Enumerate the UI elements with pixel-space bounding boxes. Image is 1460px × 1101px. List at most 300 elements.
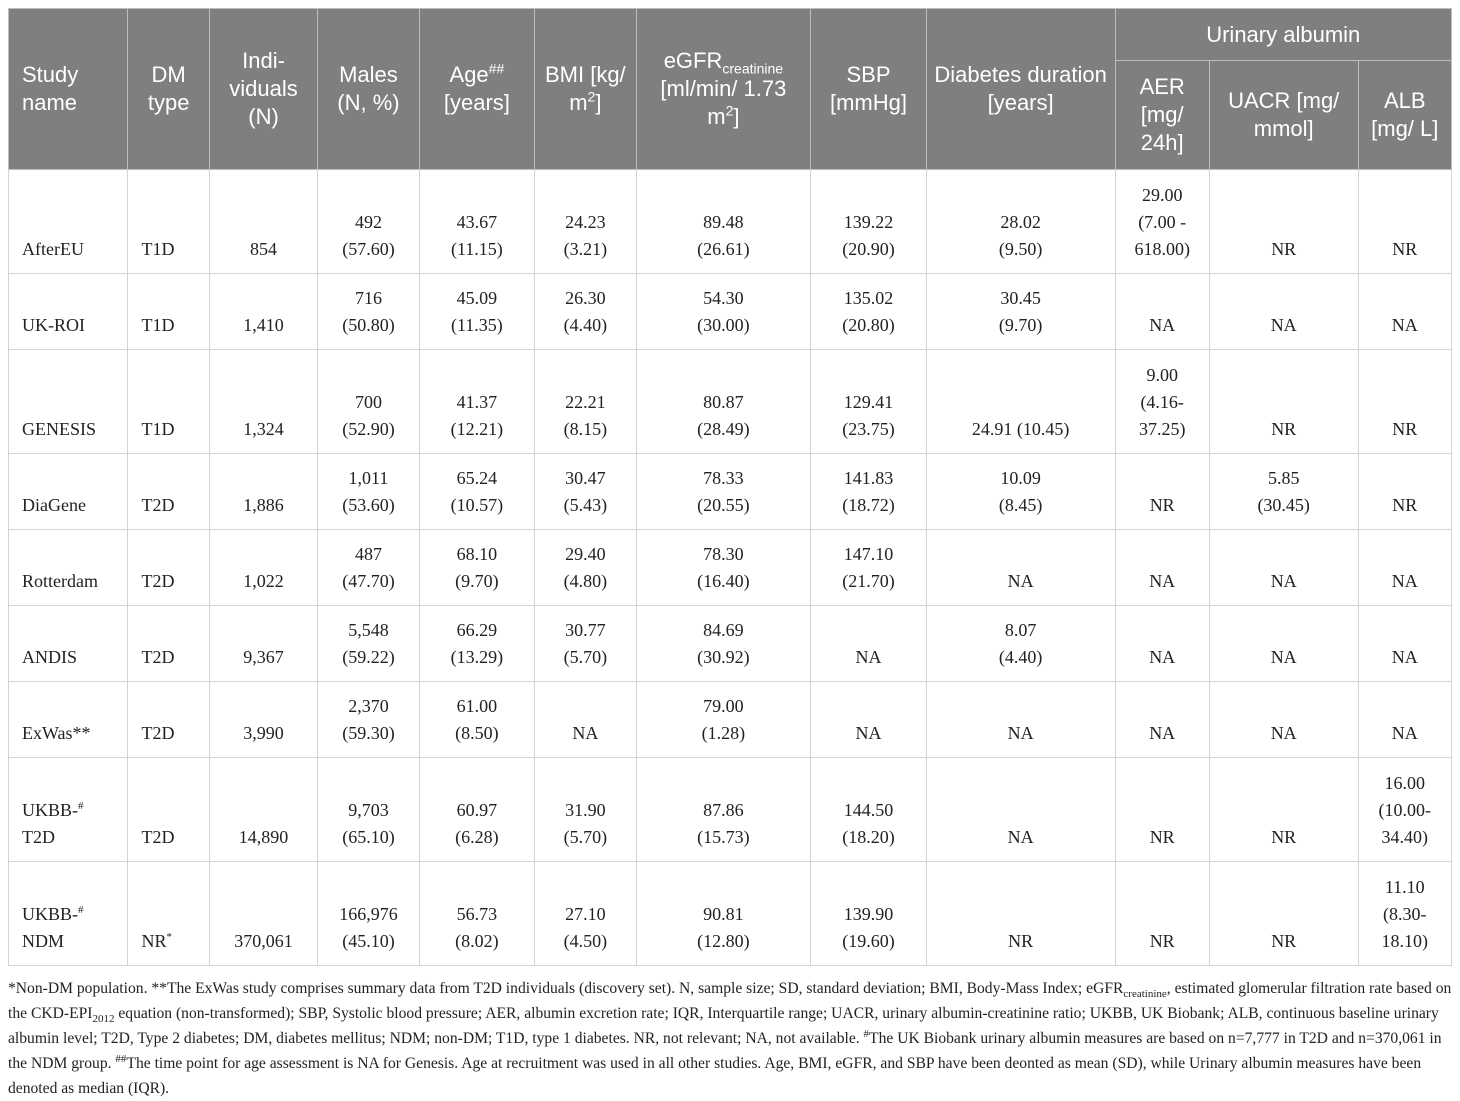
- males-line: 2,370: [348, 696, 389, 716]
- alb-cell: [1358, 454, 1452, 530]
- egfr-line: 78.33: [703, 468, 744, 488]
- males-line: 492: [354, 212, 382, 232]
- males-line: (45.10): [342, 931, 395, 951]
- age-line: 68.10: [456, 544, 498, 564]
- individuals-value: 14,890: [238, 827, 289, 847]
- sbp-line: (20.90): [842, 239, 895, 259]
- dm-type-cell: [128, 170, 209, 274]
- study-name: GENESIS: [22, 419, 97, 439]
- males-line: 700: [354, 392, 382, 412]
- header-age-label: Age: [449, 62, 489, 87]
- uacr-cell: [1209, 862, 1358, 966]
- age-line: (9.70): [455, 571, 499, 591]
- males-line: 5,548: [348, 620, 389, 640]
- study-name: Rotterdam: [22, 571, 98, 591]
- aer-line: NA: [1149, 723, 1176, 743]
- egfr-line: (15.73): [697, 827, 750, 847]
- aer-cell: [1115, 682, 1209, 758]
- bmi-line: 24.23: [565, 212, 606, 232]
- header-individuals: Indi-viduals (N): [209, 9, 317, 170]
- aer-line: NA: [1149, 647, 1176, 667]
- individuals-value: 3,990: [243, 723, 284, 743]
- age-cell: [419, 350, 534, 454]
- egfr-line: 78.30: [703, 544, 744, 564]
- age-line: (10.57): [450, 495, 504, 515]
- age-line: 61.00: [456, 696, 498, 716]
- study-name: UK-ROI: [22, 315, 85, 335]
- dm-type: T2D: [141, 827, 175, 847]
- egfr-cell: [636, 170, 811, 274]
- table-row: [9, 682, 1452, 758]
- age-cell: [419, 758, 534, 862]
- uacr-cell: [1209, 454, 1358, 530]
- bmi-cell: [535, 454, 636, 530]
- study-name-cell: [9, 274, 128, 350]
- males-line: 487: [354, 544, 382, 564]
- table-row: [9, 170, 1452, 274]
- alb-cell: [1358, 530, 1452, 606]
- egfr-cell: [636, 758, 811, 862]
- study-name-sup: #: [78, 800, 84, 812]
- bmi-line: 22.21: [565, 392, 606, 412]
- bmi-line: 31.90: [565, 800, 606, 820]
- males-line: (57.60): [342, 239, 395, 259]
- sbp-line: (18.72): [842, 495, 895, 515]
- males-cell: [318, 350, 419, 454]
- egfr-cell: [636, 454, 811, 530]
- sbp-line: (23.75): [842, 419, 895, 439]
- header-dm-type: DM type: [128, 9, 209, 170]
- dm-type: T2D: [141, 647, 175, 667]
- header-age-unit: [years]: [443, 90, 510, 115]
- dur-line: NA: [1007, 571, 1034, 591]
- individuals-cell: [209, 350, 317, 454]
- bmi-line: (4.80): [563, 571, 608, 591]
- duration-cell: [926, 274, 1115, 350]
- header-bmi-end: ]: [595, 90, 602, 115]
- bmi-line: 30.77: [565, 620, 606, 640]
- sbp-line: NA: [855, 647, 882, 667]
- alb-cell: [1358, 170, 1452, 274]
- alb-line: NR: [1392, 495, 1418, 515]
- header-bmi-sup: 2: [587, 88, 596, 105]
- bmi-cell: [535, 274, 636, 350]
- alb-line: NA: [1391, 647, 1418, 667]
- egfr-line: 79.00: [703, 696, 744, 716]
- uacr-cell: [1209, 758, 1358, 862]
- males-line: (47.70): [342, 571, 395, 591]
- individuals-cell: [209, 454, 317, 530]
- duration-cell: [926, 530, 1115, 606]
- study-name: ExWas**: [22, 723, 91, 743]
- duration-cell: [926, 606, 1115, 682]
- sbp-cell: [811, 350, 926, 454]
- age-line: 41.37: [456, 392, 498, 412]
- sbp-cell: [811, 758, 926, 862]
- egfr-line: 87.86: [703, 800, 744, 820]
- egfr-line: (1.28): [701, 723, 746, 743]
- header-egfr-sub: creatinine: [722, 60, 784, 77]
- individuals-value: 370,061: [234, 931, 293, 951]
- alb-line: NA: [1391, 571, 1418, 591]
- aer-cell: [1115, 530, 1209, 606]
- aer-line: (4.16-: [1140, 392, 1184, 412]
- aer-line: NA: [1149, 315, 1176, 335]
- egfr-line: 54.30: [703, 288, 744, 308]
- footnote-sup-3: #: [863, 1027, 870, 1040]
- study-name-cell: [9, 606, 128, 682]
- duration-cell: [926, 758, 1115, 862]
- individuals-cell: [209, 170, 317, 274]
- alb-line: NA: [1391, 723, 1418, 743]
- footnote-part-3: equation (non-transformed); SBP, Systolic blood pressure; AER, albumin excretion rate; IQR, Interquartile range; UACR, urinary albumin-creatinine ratio; UKBB, UK Biobank; ALB, continuous baseline urinary albumin level; T2D, Type 2 diabetes; DM, diabetes mellitus; NDM; non-DM; T1D, type 1 diabetes. NR, not relevant; NA, not available.: [8, 1005, 1439, 1047]
- aer-line: NR: [1149, 827, 1175, 847]
- dm-type-cell: [128, 682, 209, 758]
- age-line: (13.29): [450, 647, 504, 667]
- males-cell: [318, 758, 419, 862]
- alb-cell: [1358, 274, 1452, 350]
- age-cell: [419, 530, 534, 606]
- uacr-line: NR: [1271, 239, 1297, 259]
- study-name-cell: [9, 530, 128, 606]
- table-header: [9, 9, 1452, 170]
- uacr-cell: [1209, 530, 1358, 606]
- sbp-line: (18.20): [842, 827, 895, 847]
- bmi-cell: [535, 758, 636, 862]
- aer-line: 37.25): [1138, 419, 1186, 439]
- bmi-cell: [535, 530, 636, 606]
- sbp-line: 144.50: [843, 800, 894, 820]
- aer-cell: [1115, 606, 1209, 682]
- dm-type: T1D: [141, 419, 175, 439]
- dur-line: (9.50): [998, 239, 1043, 259]
- alb-cell: [1358, 350, 1452, 454]
- dm-type-cell: [128, 350, 209, 454]
- egfr-line: 90.81: [703, 904, 744, 924]
- bmi-line: 29.40: [565, 544, 606, 564]
- uacr-line: NR: [1271, 931, 1297, 951]
- header-egfr-label: eGFR: [663, 48, 723, 73]
- study-name: DiaGene: [22, 495, 86, 515]
- dm-type: T2D: [141, 571, 175, 591]
- aer-cell: [1115, 454, 1209, 530]
- table-row: [9, 862, 1452, 966]
- males-cell: [318, 682, 419, 758]
- age-line: (11.35): [450, 315, 503, 335]
- sbp-cell: [811, 274, 926, 350]
- footnote-sub-2: 2012: [92, 1013, 115, 1026]
- dm-type-cell: [128, 862, 209, 966]
- dm-type: T1D: [141, 239, 175, 259]
- duration-cell: [926, 862, 1115, 966]
- egfr-line: (28.49): [697, 419, 750, 439]
- age-line: 56.73: [456, 904, 498, 924]
- duration-cell: [926, 170, 1115, 274]
- table-row: [9, 454, 1452, 530]
- individuals-cell: [209, 530, 317, 606]
- uacr-line: NA: [1270, 647, 1297, 667]
- males-line: (65.10): [342, 827, 395, 847]
- egfr-line: (20.55): [697, 495, 750, 515]
- footnote-part-4: The UK Biobank urinary albumin measures are based on n=7,777 in T2D and n=370,061 in the NDM group.: [8, 1030, 1442, 1072]
- study-name-line2: NDM: [22, 931, 65, 951]
- header-bmi: [535, 9, 636, 170]
- dur-line: NA: [1007, 723, 1034, 743]
- bmi-line: (4.40): [563, 315, 608, 335]
- dm-type-cell: [128, 758, 209, 862]
- age-line: (11.15): [450, 239, 503, 259]
- duration-cell: [926, 682, 1115, 758]
- alb-line: 34.40): [1381, 827, 1428, 847]
- age-line: 60.97: [456, 800, 498, 820]
- individuals-value: 1,022: [243, 571, 284, 591]
- aer-cell: [1115, 862, 1209, 966]
- header-age-sup: ##: [488, 60, 505, 77]
- dur-line: 30.45: [1000, 288, 1041, 308]
- table-row: [9, 758, 1452, 862]
- study-name: AfterEU: [22, 239, 84, 259]
- sbp-line: (19.60): [842, 931, 895, 951]
- dm-type-cell: [128, 274, 209, 350]
- egfr-line: (12.80): [697, 931, 750, 951]
- header-egfr: [636, 9, 811, 170]
- individuals-value: 1,324: [243, 419, 284, 439]
- alb-cell: [1358, 606, 1452, 682]
- uacr-line: 5.85: [1267, 468, 1300, 488]
- uacr-cell: [1209, 682, 1358, 758]
- individuals-value: 1,410: [243, 315, 284, 335]
- study-name-cell: [9, 862, 128, 966]
- egfr-line: 89.48: [703, 212, 744, 232]
- dm-type: T2D: [141, 495, 175, 515]
- egfr-cell: [636, 274, 811, 350]
- dur-line: 8.07: [1004, 620, 1037, 640]
- males-cell: [318, 170, 419, 274]
- uacr-cell: [1209, 274, 1358, 350]
- alb-line: NA: [1391, 315, 1418, 335]
- age-cell: [419, 606, 534, 682]
- age-line: (12.21): [450, 419, 504, 439]
- males-line: 166,976: [339, 904, 398, 924]
- egfr-line: (26.61): [697, 239, 750, 259]
- dur-line: 28.02: [1000, 212, 1041, 232]
- aer-line: NR: [1149, 931, 1175, 951]
- sbp-line: 139.22: [843, 212, 894, 232]
- bmi-line: 27.10: [565, 904, 606, 924]
- study-name-cell: [9, 170, 128, 274]
- alb-cell: [1358, 862, 1452, 966]
- aer-line: NR: [1149, 495, 1175, 515]
- footnote-part-5: The time point for age assessment is NA for Genesis. Age at recruitment was used in all other studies. Age, BMI, eGFR, and SBP have been deonted as mean (SD), while Urinary albumin measures have been denoted as median (IQR).: [8, 1055, 1422, 1097]
- egfr-line: (16.40): [697, 571, 750, 591]
- dm-type: T1D: [141, 315, 175, 335]
- dur-line: NR: [1008, 931, 1034, 951]
- header-males: Males (N, %): [318, 9, 419, 170]
- bmi-line: (3.21): [563, 239, 608, 259]
- age-line: (6.28): [455, 827, 499, 847]
- age-cell: [419, 454, 534, 530]
- alb-cell: [1358, 758, 1452, 862]
- uacr-line: NA: [1270, 571, 1297, 591]
- males-line: 1,011: [348, 468, 389, 488]
- sbp-line: (21.70): [842, 571, 895, 591]
- males-line: (53.60): [342, 495, 395, 515]
- uacr-line: NR: [1271, 827, 1297, 847]
- bmi-cell: [535, 606, 636, 682]
- age-line: 66.29: [456, 620, 498, 640]
- sbp-cell: [811, 170, 926, 274]
- age-line: 43.67: [456, 212, 498, 232]
- table-row: [9, 530, 1452, 606]
- study-name-cell: [9, 758, 128, 862]
- dm-type: NR: [141, 931, 167, 951]
- header-urinary-albumin: Urinary albumin: [1115, 9, 1452, 61]
- aer-line: 618.00): [1134, 239, 1190, 259]
- aer-line: (7.00 -: [1138, 212, 1187, 232]
- header-study-name: Study name: [9, 9, 128, 170]
- individuals-cell: [209, 862, 317, 966]
- males-cell: [318, 530, 419, 606]
- males-line: (52.90): [342, 419, 395, 439]
- sbp-line: 129.41: [843, 392, 894, 412]
- study-name-sup: #: [78, 904, 84, 916]
- age-cell: [419, 682, 534, 758]
- alb-line: (10.00-: [1378, 800, 1431, 820]
- sbp-line: 139.90: [843, 904, 894, 924]
- study-name: UKBB-: [22, 800, 79, 820]
- individuals-cell: [209, 758, 317, 862]
- sbp-cell: [811, 682, 926, 758]
- uacr-line: (30.45): [1257, 495, 1310, 515]
- study-name-cell: [9, 682, 128, 758]
- bmi-cell: [535, 350, 636, 454]
- egfr-cell: [636, 862, 811, 966]
- sbp-line: 135.02: [843, 288, 894, 308]
- sbp-line: 147.10: [843, 544, 894, 564]
- alb-line: 11.10: [1384, 877, 1425, 897]
- sbp-cell: [811, 530, 926, 606]
- males-line: 9,703: [348, 800, 389, 820]
- uacr-cell: [1209, 170, 1358, 274]
- dur-line: (8.45): [998, 495, 1043, 515]
- footnote-part-1: *Non-DM population. **The ExWas study comprises summary data from T2D individuals (discovery set). N, sample size; SD, standard deviation; BMI, Body-Mass Index; eGFR: [8, 980, 1124, 997]
- aer-cell: [1115, 274, 1209, 350]
- age-line: (8.02): [455, 931, 499, 951]
- individuals-value: 1,886: [243, 495, 284, 515]
- header-diabetes-duration: Diabetes duration [years]: [926, 9, 1115, 170]
- dur-line: NA: [1007, 827, 1034, 847]
- age-line: 45.09: [456, 288, 498, 308]
- sbp-cell: [811, 454, 926, 530]
- footnote-sup-4: ##: [115, 1052, 127, 1065]
- males-cell: [318, 862, 419, 966]
- males-cell: [318, 274, 419, 350]
- uacr-line: NA: [1270, 315, 1297, 335]
- dm-type-cell: [128, 606, 209, 682]
- age-cell: [419, 274, 534, 350]
- aer-cell: [1115, 758, 1209, 862]
- bmi-line: (5.70): [563, 647, 608, 667]
- table-row: [9, 350, 1452, 454]
- table-body: [9, 170, 1452, 966]
- bmi-line: NA: [572, 723, 599, 743]
- table-footnote: [8, 976, 1452, 1101]
- table-row: [9, 606, 1452, 682]
- study-name-line2: T2D: [22, 827, 55, 847]
- individuals-value: 9,367: [243, 647, 284, 667]
- study-name-cell: [9, 454, 128, 530]
- dm-type-cell: [128, 530, 209, 606]
- individuals-cell: [209, 606, 317, 682]
- header-aer: AER [mg/ 24h]: [1115, 61, 1209, 170]
- duration-cell: [926, 350, 1115, 454]
- age-cell: [419, 170, 534, 274]
- egfr-line: 80.87: [703, 392, 744, 412]
- individuals-value: 854: [250, 239, 278, 259]
- bmi-cell: [535, 682, 636, 758]
- aer-line: 29.00: [1141, 185, 1183, 205]
- males-line: 716: [354, 288, 382, 308]
- header-egfr-unit: [ml/min/ 1.73 m: [660, 76, 787, 129]
- header-sbp: SBP [mmHg]: [811, 9, 926, 170]
- header-egfr-sup: 2: [725, 102, 734, 119]
- header-alb: ALB [mg/ L]: [1358, 61, 1452, 170]
- dm-type: T2D: [141, 723, 175, 743]
- alb-line: NR: [1392, 239, 1418, 259]
- alb-line: NR: [1392, 419, 1418, 439]
- study-characteristics-table: [8, 8, 1452, 966]
- males-cell: [318, 454, 419, 530]
- bmi-line: 26.30: [565, 288, 606, 308]
- study-name: ANDIS: [22, 647, 78, 667]
- age-line: 65.24: [456, 468, 498, 488]
- bmi-cell: [535, 170, 636, 274]
- uacr-cell: [1209, 350, 1358, 454]
- dur-line: 10.09: [1000, 468, 1041, 488]
- header-bmi-label: BMI [kg/ m: [544, 62, 626, 115]
- bmi-cell: [535, 862, 636, 966]
- sbp-line: NA: [855, 723, 882, 743]
- aer-cell: [1115, 170, 1209, 274]
- header-age: [419, 9, 534, 170]
- table-row: [9, 274, 1452, 350]
- study-name-cell: [9, 350, 128, 454]
- age-line: (8.50): [455, 723, 499, 743]
- uacr-line: NA: [1270, 723, 1297, 743]
- egfr-line: (30.92): [697, 647, 750, 667]
- dur-line: (9.70): [998, 315, 1043, 335]
- bmi-line: (4.50): [563, 931, 608, 951]
- males-line: (50.80): [342, 315, 395, 335]
- header-egfr-end: ]: [733, 104, 740, 129]
- sbp-cell: [811, 606, 926, 682]
- dur-line: 24.91 (10.45): [971, 419, 1070, 439]
- header-uacr: UACR [mg/ mmol]: [1209, 61, 1358, 170]
- dm-type-cell: [128, 454, 209, 530]
- bmi-line: (8.15): [563, 419, 608, 439]
- dm-type-sup: *: [166, 931, 172, 943]
- egfr-cell: [636, 682, 811, 758]
- bmi-line: (5.43): [563, 495, 608, 515]
- males-cell: [318, 606, 419, 682]
- duration-cell: [926, 454, 1115, 530]
- egfr-line: (30.00): [697, 315, 750, 335]
- study-name: UKBB-: [22, 904, 79, 924]
- age-cell: [419, 862, 534, 966]
- males-line: (59.22): [342, 647, 395, 667]
- egfr-cell: [636, 350, 811, 454]
- alb-line: 18.10): [1381, 931, 1428, 951]
